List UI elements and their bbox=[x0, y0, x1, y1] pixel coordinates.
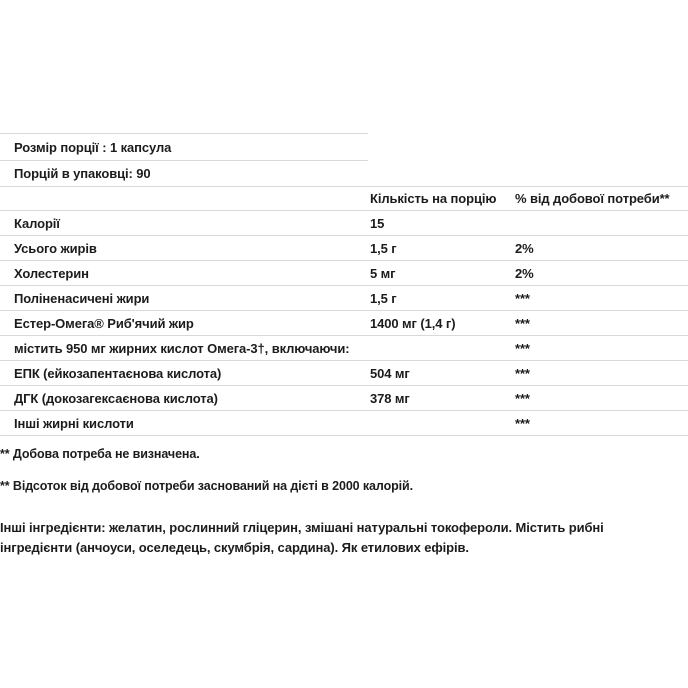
supplement-facts-panel bbox=[0, 133, 688, 688]
row-label: ЕПК (ейкозапентаєнова кислота) bbox=[14, 365, 222, 381]
row-label: Усього жирів bbox=[14, 240, 97, 256]
other-ingredients-paragraph: Інші інгредієнти: желатин, рослинний гліцерин, змішані натуральні токофероли. Містить рибні інгредієнти (анчоуси, оселедець, скумбрія, сардина). Як етилових ефірів. bbox=[0, 520, 604, 555]
table-header-row bbox=[0, 187, 688, 211]
row-amount: 378 мг bbox=[370, 390, 410, 406]
footnote-daily-value-not-established: ** Добова потреба не визначена. bbox=[0, 447, 200, 461]
servings-per-container-row bbox=[0, 161, 368, 186]
serving-size-row bbox=[0, 134, 368, 161]
servings-per-container-text: Порцій в упаковці: 90 bbox=[14, 166, 151, 181]
row-amount: 1,5 г bbox=[370, 290, 397, 306]
row-daily-value: *** bbox=[515, 340, 530, 356]
row-daily-value: *** bbox=[515, 290, 530, 306]
row-label: ДГК (докозагексаєнова кислота) bbox=[14, 390, 218, 406]
row-daily-value: 2% bbox=[515, 265, 534, 281]
row-label: Естер-Омега® Риб'ячий жир bbox=[14, 315, 194, 331]
serving-info-section bbox=[0, 133, 368, 186]
header-daily-value: % від добової потреби** bbox=[515, 191, 670, 206]
table-row bbox=[0, 211, 688, 236]
table-row bbox=[0, 261, 688, 286]
row-amount: 1,5 г bbox=[370, 240, 397, 256]
row-label: містить 950 мг жирних кислот Омега-3†, включаючи: bbox=[14, 340, 350, 356]
row-amount: 1400 мг (1,4 г) bbox=[370, 315, 456, 331]
table-row bbox=[0, 386, 688, 411]
row-amount: 5 мг bbox=[370, 265, 396, 281]
table-row bbox=[0, 361, 688, 386]
row-label: Поліненасичені жири bbox=[14, 290, 150, 306]
footnote-percent-daily-value: ** Відсоток від добової потреби заснований на дієті в 2000 калорій. bbox=[0, 479, 413, 493]
table-row bbox=[0, 236, 688, 261]
table-row bbox=[0, 286, 688, 311]
table-row bbox=[0, 311, 688, 336]
header-amount-per-serving: Кількість на порцію bbox=[370, 191, 497, 206]
table-row bbox=[0, 336, 688, 361]
nutrition-table bbox=[0, 186, 688, 436]
serving-size-text: Розмір порції : 1 капсула bbox=[14, 139, 172, 155]
row-daily-value: *** bbox=[515, 315, 530, 331]
row-label: Інші жирні кислоти bbox=[14, 415, 134, 431]
row-amount: 504 мг bbox=[370, 365, 410, 381]
table-row bbox=[0, 411, 688, 436]
row-daily-value: *** bbox=[515, 365, 530, 381]
row-label: Калорії bbox=[14, 215, 60, 231]
row-daily-value: *** bbox=[515, 390, 530, 406]
row-amount: 15 bbox=[370, 215, 385, 231]
row-label: Холестерин bbox=[14, 265, 89, 281]
row-daily-value: *** bbox=[515, 415, 530, 431]
row-daily-value: 2% bbox=[515, 240, 534, 256]
